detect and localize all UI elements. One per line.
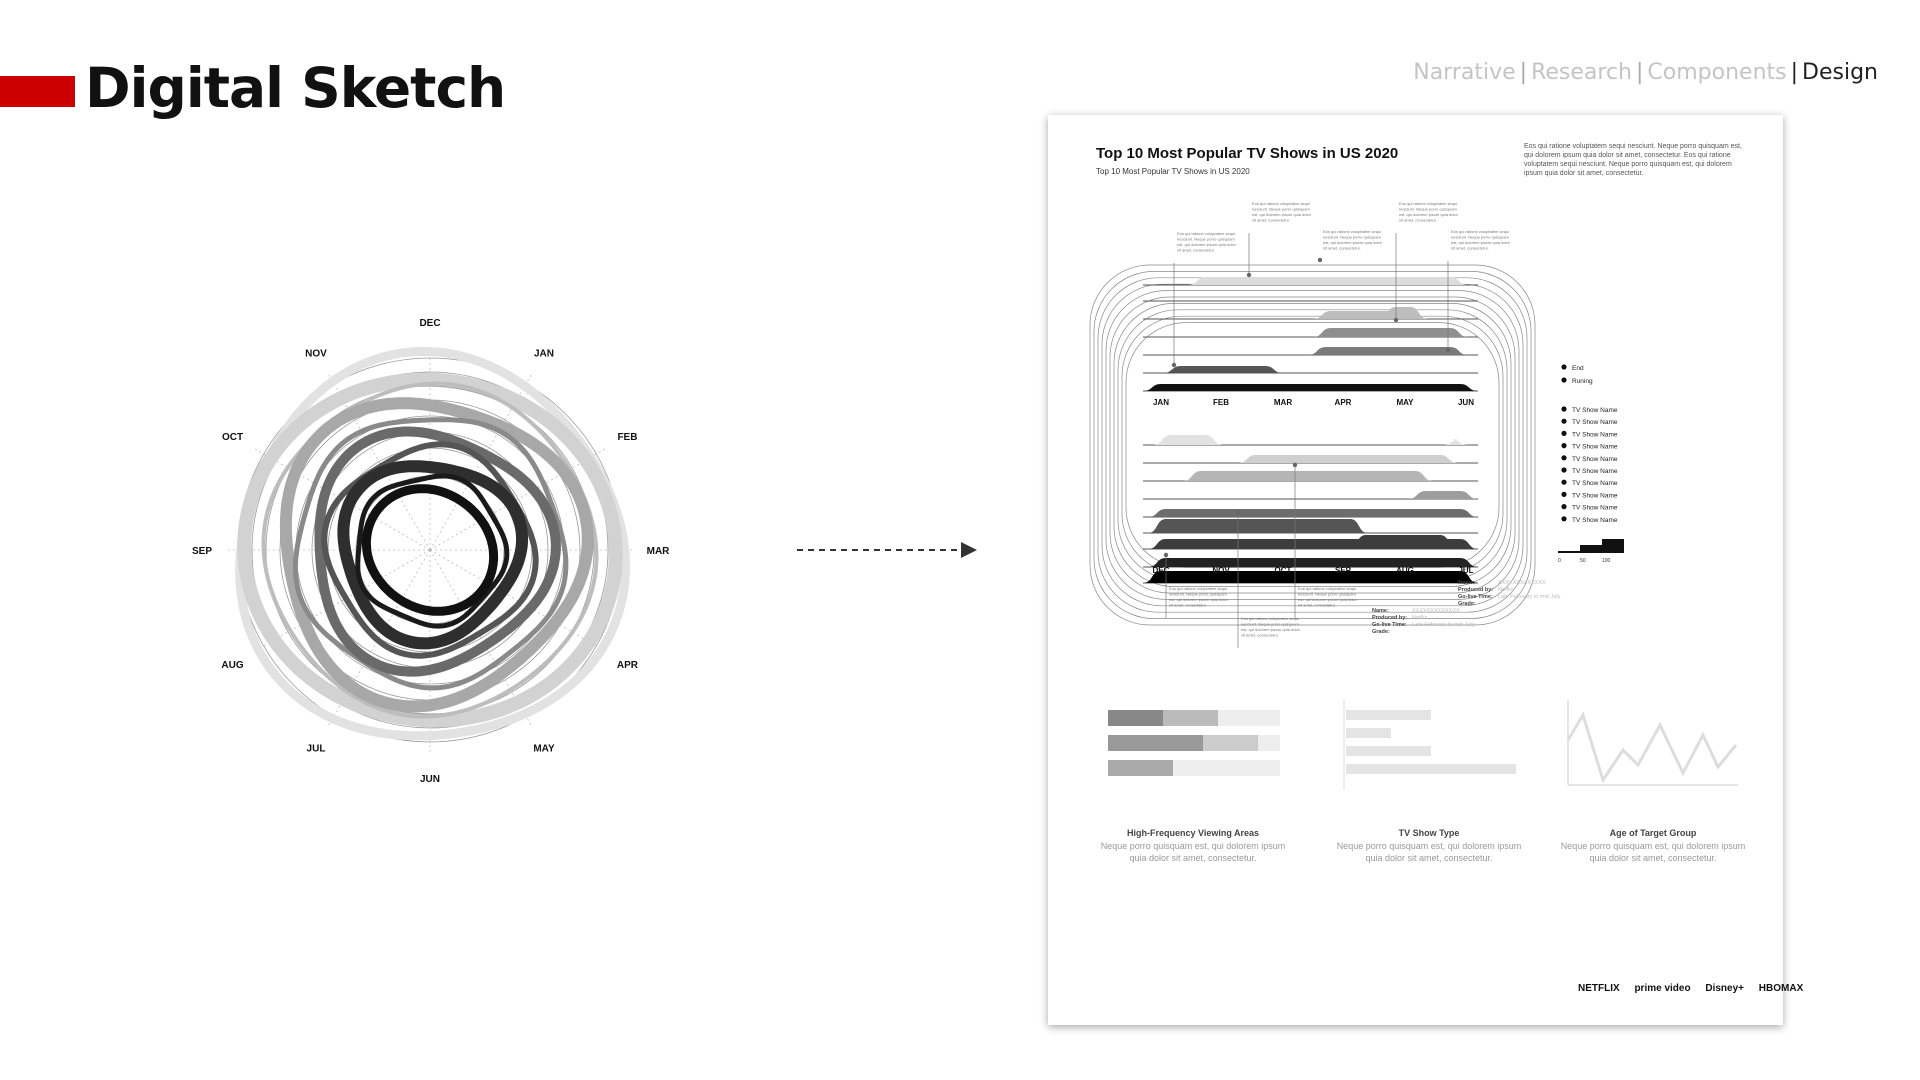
track-month-bottom: SEP	[1334, 566, 1352, 575]
radial-rings	[238, 348, 626, 742]
radial-month-label: AUG	[221, 660, 244, 671]
track-band	[1238, 455, 1458, 463]
track-month-top: APR	[1334, 398, 1352, 407]
logo-netflix: NETFLIX	[1578, 983, 1620, 994]
annotation-text: est, qui dolorem ipsum quia dolor	[1451, 240, 1510, 245]
legend-show-label: TV Show Name	[1572, 419, 1618, 427]
radial-month-label: MAY	[533, 743, 555, 755]
annotation-text: sit amet, consectetur.	[1323, 245, 1361, 251]
radial-month-label: SEP	[191, 546, 213, 557]
track-month-bottom: JUL	[1458, 566, 1474, 575]
track-band	[1308, 347, 1468, 355]
track-month-top: MAR	[1273, 398, 1293, 407]
logo-disney-plus: Disney+	[1705, 983, 1745, 994]
legend-show-label: TV Show Name	[1572, 407, 1618, 414]
annotation-text: nesciunt. Neque porro quisquam	[1323, 234, 1381, 240]
widget-desc: Neque porro quisquam est, qui dolorem ipsum quia dolor sit amet, consectetur.	[1560, 841, 1746, 863]
annotation-text: nesciunt. Neque porro quisquam	[1169, 591, 1227, 597]
info-label: Produced by:	[1372, 615, 1408, 621]
legend-show-label: TV Show Name	[1572, 516, 1618, 524]
annotation-text: est, qui dolorem ipsum quia dolor	[1252, 212, 1311, 217]
widget-title: TV Show Type	[1398, 828, 1460, 838]
legend-show-label: TV Show Name	[1572, 443, 1618, 451]
annotation-text: Eos qui ratione voluptatem sequi	[1241, 616, 1300, 621]
info-value: XXXXXXXXXXXXX	[1412, 608, 1460, 614]
scale-tick: 50	[1580, 558, 1586, 564]
annotation-text: est, qui dolorem ipsum quia dolor	[1241, 627, 1300, 632]
annotation-text: nesciunt. Neque porro quisquam	[1252, 206, 1310, 212]
legend-show-label: TV Show Name	[1572, 455, 1618, 463]
transition-arrow	[795, 535, 985, 565]
widget-show-type	[1334, 820, 1524, 864]
annotation-text: nesciunt. Neque porro quisquam	[1177, 236, 1235, 242]
info-value: Netflix	[1498, 587, 1514, 593]
legend-show-label: TV Show Name	[1572, 492, 1618, 500]
logo-hbomax: HBOMAX	[1758, 983, 1804, 994]
track-band	[1348, 535, 1458, 549]
radial-month-label: NOV	[305, 348, 327, 360]
annotation-text: sit amet, consectetur.	[1169, 602, 1207, 608]
annotation-text: est, qui dolorem ipsum quia dolor	[1323, 240, 1382, 245]
annotation-text: nesciunt. Neque porro quisquam	[1298, 591, 1356, 597]
widget-desc: Neque porro quisquam est, qui dolorem ipsum quia dolor sit amet, consectetur.	[1336, 841, 1522, 863]
radial-sketch	[130, 270, 730, 830]
track-month-bottom: NOV	[1212, 566, 1230, 575]
track-month-top: MAY	[1396, 398, 1414, 407]
logo-prime-video: prime video	[1634, 983, 1691, 994]
widget-graphics	[1048, 695, 1783, 815]
info-label: Go-live Time:	[1458, 594, 1493, 600]
track-band	[1153, 435, 1223, 445]
annotation-text: est, qui dolorem ipsum quia dolor	[1169, 597, 1228, 602]
radial-ring	[286, 403, 588, 706]
radial-month-label: JUN	[419, 774, 441, 785]
nav-item-design[interactable]: Design	[1802, 60, 1878, 85]
track-band	[1238, 525, 1328, 533]
annotation-text: sit amet, consectetur.	[1252, 217, 1290, 223]
nav-item-research[interactable]: Research	[1531, 60, 1632, 85]
info-label: Produced by:	[1458, 587, 1494, 593]
annotation-text: nesciunt. Neque porro quisquam	[1451, 234, 1509, 240]
accent-bar	[0, 76, 75, 107]
info-label: Go-live Time:	[1372, 622, 1407, 628]
annotation-text: sit amet, consectetur.	[1177, 247, 1215, 253]
track-month-bottom: AUG	[1396, 566, 1414, 575]
poster-title: Top 10 Most Popular TV Shows in US 2020	[1096, 145, 1399, 162]
page-title: Digital Sketch	[85, 56, 506, 120]
annotation-text: Eos qui ratione voluptatem sequi	[1177, 231, 1236, 236]
nav-item-narrative[interactable]: Narrative	[1413, 60, 1516, 85]
radial-month-label: APR	[616, 660, 639, 671]
track-month-top: FEB	[1213, 398, 1229, 407]
radial-month-label: JAN	[533, 348, 555, 360]
legend-show-label: TV Show Name	[1572, 431, 1618, 439]
annotation-text: Eos qui ratione voluptatem sequi	[1399, 201, 1458, 206]
scale-tick: 100	[1602, 558, 1611, 564]
radial-month-label: MAR	[646, 546, 670, 557]
widget-viewing-areas	[1098, 820, 1288, 864]
show-info-blocks	[1372, 580, 1561, 635]
track-band	[1313, 328, 1468, 337]
annotation-text: sit amet, consectetur.	[1451, 245, 1489, 251]
annotation-text: est, qui dolorem ipsum quia dolor	[1298, 597, 1357, 602]
track-band	[1148, 558, 1478, 567]
age-line-chart	[1568, 700, 1738, 785]
legend-show-label: TV Show Name	[1572, 468, 1618, 475]
info-label: Grade:	[1458, 601, 1476, 607]
radial-month-label: DEC	[419, 318, 441, 329]
widget-desc: Neque porro quisquam est, qui dolorem ipsum quia dolor sit amet, consectetur.	[1100, 841, 1286, 863]
nav-item-components[interactable]: Components	[1647, 60, 1787, 85]
info-value: XXXXXXXXXXXXX	[1498, 580, 1546, 586]
section-nav: Narrative | Research | Components | Design	[1413, 60, 1878, 85]
scale-tick: 0	[1558, 558, 1561, 564]
annotation-text: Eos qui ratione voluptatem sequi	[1323, 229, 1382, 234]
annotation-text: Eos qui ratione voluptatem sequi	[1451, 229, 1510, 234]
widget-age-group	[1558, 820, 1748, 864]
radial-month-label: OCT	[221, 432, 244, 443]
info-label: Grade:	[1372, 629, 1390, 635]
track-month-bottom: DEC	[1152, 566, 1170, 575]
track-band	[1183, 471, 1433, 481]
annotation-text: sit amet, consectetur.	[1298, 602, 1336, 608]
poster-subtitle: Top 10 Most Popular TV Shows in US 2020	[1096, 167, 1250, 176]
info-label: Name:	[1458, 580, 1475, 586]
info-value: Netflix	[1412, 615, 1428, 621]
track-band	[1163, 366, 1283, 373]
legend-show-label: TV Show Name	[1572, 504, 1618, 512]
track-month-top: JAN	[1152, 398, 1170, 407]
radial-month-label: FEB	[617, 432, 638, 443]
poster-description: Eos qui ratione voluptatem sequi nesciunt. Neque porro quisquam est, qui dolorem ipsum quia dolor sit amet, consectetur. Eos qui ratione voluptatem sequi nesciunt. Neque porro quisquam est, qui dolorem ipsum quia dolor sit amet, consectetur.	[1524, 143, 1742, 177]
annotation-text: nesciunt. Neque porro quisquam	[1241, 621, 1299, 627]
info-label: Name:	[1372, 608, 1389, 614]
legend-status-label: End	[1572, 365, 1584, 372]
annotation-text: sit amet, consectetur.	[1399, 217, 1437, 223]
info-value: Late February to mid-July	[1498, 594, 1561, 600]
track-band	[1443, 439, 1468, 445]
track-month-top: JUN	[1457, 398, 1475, 407]
widget-title: High-Frequency Viewing Areas	[1126, 828, 1260, 838]
track-month-bottom: OCT	[1274, 566, 1292, 575]
annotation-text: nesciunt. Neque porro quisquam	[1399, 206, 1457, 212]
widget-title: Age of Target Group	[1609, 828, 1697, 838]
track-legend	[1558, 364, 1624, 564]
legend-status-label: Runing	[1572, 378, 1593, 385]
track-band	[1143, 571, 1478, 583]
annotation-text: Eos qui ratione voluptatem sequi	[1298, 586, 1357, 591]
track-band	[1188, 277, 1468, 285]
track-band	[1143, 384, 1478, 391]
annotation-text: Eos qui ratione voluptatem sequi	[1252, 201, 1311, 206]
track-band	[1148, 509, 1478, 517]
legend-show-label: TV Show Name	[1572, 480, 1618, 488]
viewing-areas-bars	[1108, 710, 1280, 776]
poster-mockup	[1048, 115, 1804, 1025]
track-band	[1408, 491, 1478, 499]
annotation-text: Eos qui ratione voluptatem sequi	[1169, 586, 1228, 591]
radial-month-label: JUL	[306, 743, 326, 755]
show-type-bars	[1344, 700, 1516, 790]
annotation-text: sit amet, consectetur.	[1241, 632, 1279, 638]
annotation-text: est, qui dolorem ipsum quia dolor	[1399, 212, 1458, 217]
annotation-text: est, qui dolorem ipsum quia dolor	[1177, 242, 1236, 247]
platform-logos	[1578, 983, 1815, 994]
info-value: Late February to mid-July	[1412, 622, 1475, 628]
